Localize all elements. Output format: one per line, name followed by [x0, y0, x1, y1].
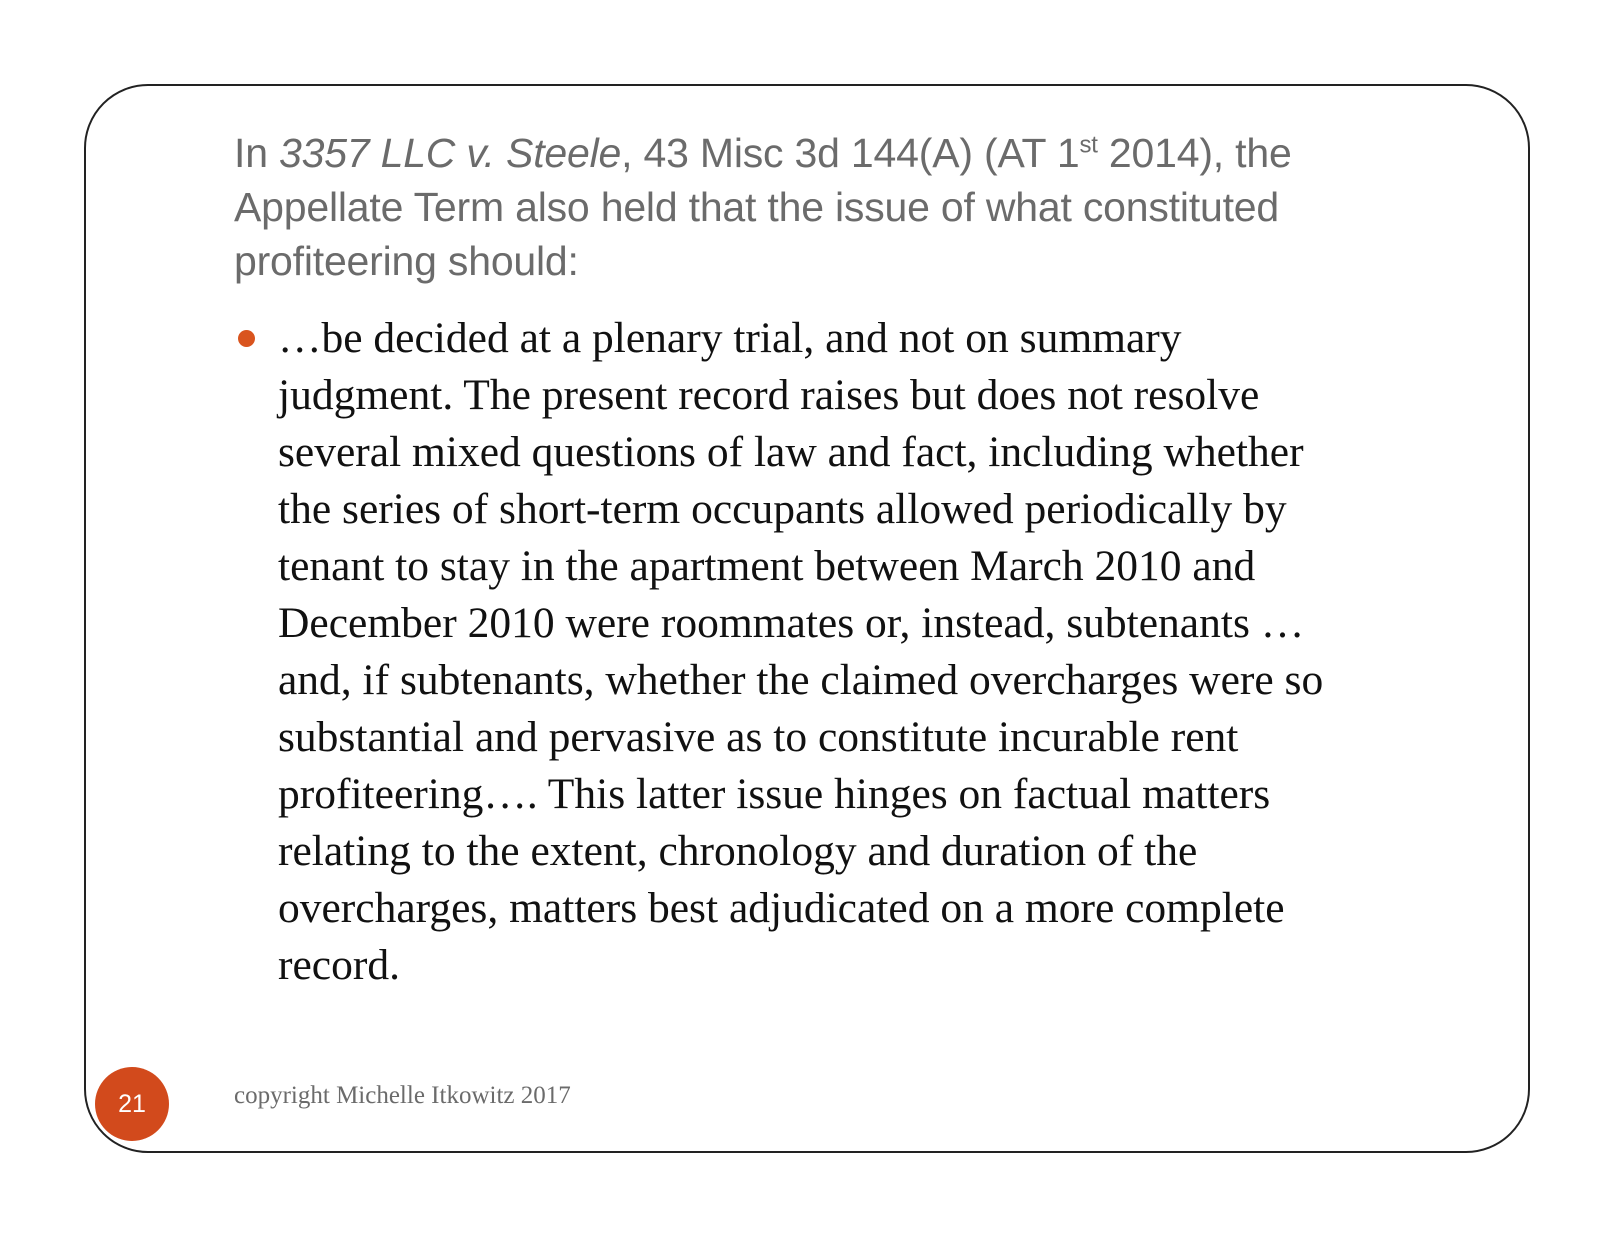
quote-line: judgment. The present record raises but does not resolve [278, 371, 1260, 419]
quote-line: December 2010 were roommates or, instead, subtenants … [278, 599, 1305, 647]
heading-line-2: Appellate Term also held that the issue of what constituted [234, 184, 1279, 230]
copyright-footer: copyright Michelle Itkowitz 2017 [234, 1082, 571, 1109]
quote-line: …be decided at a plenary trial, and not on summary [278, 314, 1182, 362]
quote-line: substantial and pervasive as to constitute incurable rent [278, 713, 1239, 761]
page-number-badge: 21 [95, 1067, 169, 1141]
case-name: 3357 LLC v. Steele [279, 130, 622, 176]
heading-citation-end: 2014), the [1097, 130, 1292, 176]
quote-line: tenant to stay in the apartment between March 2010 and [278, 542, 1256, 590]
quote-line: relating to the extent, chronology and duration of the [278, 827, 1198, 875]
quote-line: overcharges, matters best adjudicated on a more complete [278, 884, 1285, 932]
heading-line-3: profiteering should: [234, 238, 579, 284]
heading-citation: , 43 Misc 3d 144(A) (AT 1 [621, 130, 1080, 176]
quote-line: and, if subtenants, whether the claimed overcharges were so [278, 656, 1324, 704]
quote-text [278, 310, 1438, 994]
quote-line: record. [278, 941, 400, 989]
quote-line: the series of short-term occupants allowed periodically by [278, 485, 1287, 533]
slide-heading [234, 126, 1414, 288]
bullet-dot-icon [238, 330, 255, 347]
ordinal-suffix: st [1079, 131, 1098, 159]
heading-prefix: In [234, 130, 279, 176]
quote-line: profiteering…. This latter issue hinges on factual matters [278, 770, 1271, 818]
quote-line: several mixed questions of law and fact, including whether [278, 428, 1304, 476]
